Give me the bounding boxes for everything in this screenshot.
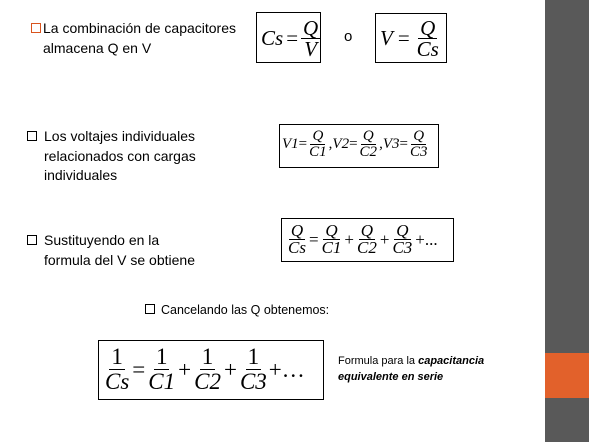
numerator: Q (312, 128, 324, 144)
eq-lhs: Cs (261, 26, 284, 50)
denominator: V (304, 37, 318, 61)
bullet-individual-voltages (27, 127, 196, 186)
plus-sign: + (223, 356, 237, 382)
comma: , (379, 136, 383, 152)
note-emphasis: capacitancia (418, 355, 485, 367)
bullet-text: Sustituyendo en la formula del V se obtiene (44, 232, 195, 268)
numerator: 1 (111, 344, 123, 369)
denominator: Cs (416, 37, 439, 61)
equation-cs (261, 18, 320, 59)
comma: , (328, 136, 333, 152)
numerator: Q (413, 128, 425, 144)
fraction (146, 345, 177, 394)
separator-o: o (344, 28, 353, 45)
checkbox-bullet-icon (145, 304, 155, 314)
denominator: C2 (359, 144, 378, 160)
eq-equals: = (349, 136, 358, 152)
fraction (103, 345, 131, 394)
fraction (192, 345, 223, 394)
fraction (415, 18, 441, 59)
denominator: Cs (288, 238, 306, 257)
numerator: Q (420, 16, 436, 40)
eq-equals: = (298, 136, 308, 152)
numerator: 1 (201, 344, 214, 369)
plus-sign: + (178, 356, 192, 382)
checkbox-bullet-icon (27, 131, 37, 141)
numerator: Q (396, 221, 409, 240)
eq-equals: = (399, 136, 408, 152)
eq-lhs: V3 (382, 136, 400, 152)
equation-v (380, 18, 441, 59)
equation-cs-box (256, 12, 321, 63)
fraction (307, 129, 329, 160)
equation-individual-voltages-box (279, 124, 439, 168)
numerator: 1 (155, 344, 168, 369)
denominator: C1 (309, 144, 327, 160)
note-prefix: Formula para la (338, 355, 419, 367)
bullet-text: La combinación de capacitores almacena Q en V (43, 20, 237, 56)
checkbox-bullet-icon (31, 23, 41, 33)
denominator: C2 (357, 238, 377, 257)
equation-series-capacitance (103, 345, 305, 394)
denominator: C1 (148, 369, 176, 394)
fraction (358, 129, 380, 160)
eq-lhs: V2 (332, 136, 350, 152)
checkbox-bullet-icon (27, 235, 37, 245)
numerator: Q (360, 221, 374, 240)
numerator: Q (362, 128, 374, 144)
fraction (286, 223, 308, 256)
eq-lhs: V1 (282, 136, 299, 152)
bullet-text: Cancelando las Q obtenemos: (161, 303, 330, 317)
sidebar-accent-block (545, 353, 589, 398)
bullet-substitution (27, 231, 195, 270)
fraction (408, 129, 430, 160)
bullet-combination (31, 19, 236, 58)
denominator: Cs (105, 369, 130, 394)
plus-sign: + (344, 229, 354, 249)
denominator: C3 (239, 369, 267, 394)
fraction (355, 223, 379, 256)
note-emphasis: equivalente en serie (338, 371, 444, 383)
numerator: Q (325, 221, 338, 240)
equation-individual-voltages (282, 129, 429, 160)
equation-series-capacitance-box (98, 340, 324, 400)
equation-v-box (375, 13, 447, 63)
plus-ellipsis: +… (268, 356, 305, 382)
fraction (301, 18, 320, 59)
equation-charge-sum-box (281, 218, 454, 262)
bullet-text: Los voltajes individuales relacionados con cargas individuales (44, 128, 196, 183)
eq-lhs: V (380, 26, 393, 50)
eq-equals: = (308, 229, 319, 249)
eq-equals: = (397, 26, 410, 50)
fraction (238, 345, 269, 394)
numerator: Q (303, 16, 319, 40)
eq-equals: = (132, 356, 146, 382)
bullet-cancel-q (145, 302, 329, 318)
numerator: Q (290, 221, 304, 240)
fraction (390, 223, 414, 256)
numerator: 1 (247, 344, 260, 369)
denominator: C3 (409, 144, 428, 160)
plus-sign: + (379, 229, 390, 249)
eq-equals: = (286, 26, 299, 50)
denominator: C1 (321, 238, 342, 257)
denominator: C3 (392, 238, 413, 257)
right-sidebar-bar (545, 0, 589, 442)
fraction (320, 223, 344, 256)
equation-charge-sum (286, 223, 438, 256)
denominator: C2 (194, 369, 221, 394)
plus-ellipsis: +... (415, 229, 438, 249)
series-capacitance-note (338, 353, 484, 385)
